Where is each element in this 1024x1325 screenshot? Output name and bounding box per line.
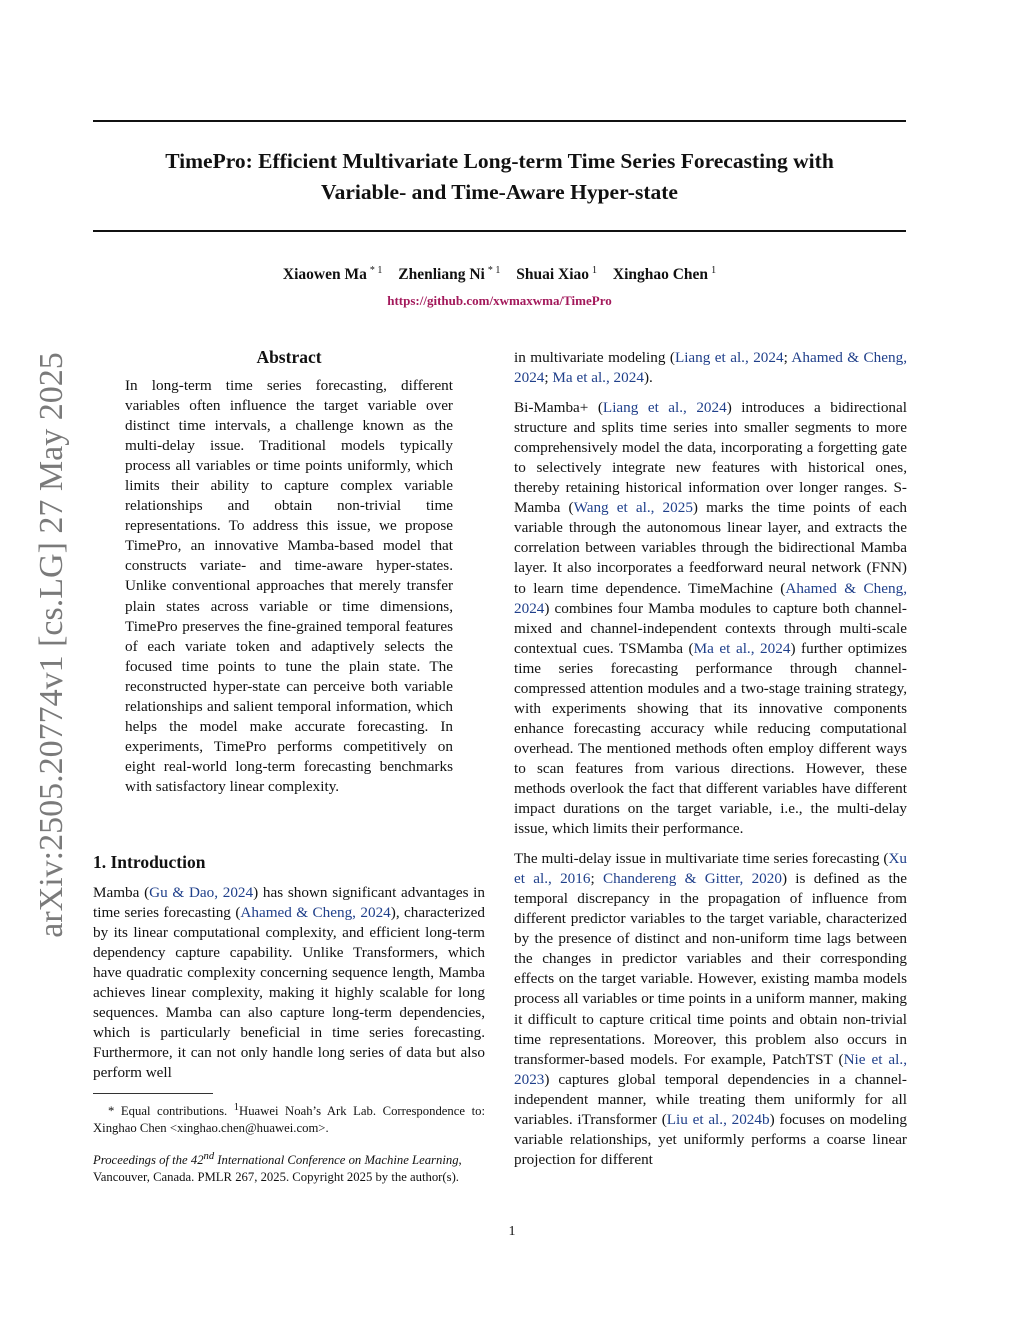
text-run: Huawei Noah’s Ark Lab. Correspondence to: Xinghao Chen <xinghao.chen@huawei.com>.	[93, 1104, 485, 1136]
citation-link[interactable]: Ma et al., 2024	[552, 369, 644, 387]
intro-paragraph	[93, 883, 485, 1083]
arxiv-identifier-stamp: arXiv:2505.20774v1 [cs.LG] 27 May 2025	[33, 352, 70, 938]
author	[283, 266, 382, 283]
author-name: Xiaowen Ma	[282, 266, 367, 284]
text-run: ), characterized by its linear computational complexity, and efficient long-term dependency capture capability. Unlike Transformers, which have quadratic complexity concerning sequence length, Mamba achieves linear complexity, making it highly scalable for long sequences. Mamba can also capture long-term dependencies, which is particularly beneficial in time series forecasting. Furthermore, it can not only handle long series of data but also perform well	[93, 904, 485, 1082]
abstract-text: In long-term time series forecasting, different variables often influence the target variable over distinct time intervals, a challenge known as the multi-delay issue. Traditional models typically process all variables or time points uniformly, which limits their ability to capture complex variable relationships and obtain non-trivial time representations. To address this issue, we propose TimePro, an innovative Mamba-based model that constructs variate- and time-aware hyper-states. Unlike conventional approaches that merely transfer plain states across variable or time dimensions, TimePro preserves the fine-grained temporal features of each variate token and adaptively selects the focused time points to tune the plain state. The reconstructed hyper-state can perceive both variable relationships and salient temporal information, which helps the model make accurate forecasting. In experiments, TimePro performs competitively on eight real-world long-term forecasting benchmarks with satisfactory linear complexity.	[125, 377, 453, 795]
text-run: ) captures global temporal dependencies in a channel-independent manner, while treating them uniformly for all variables. iTransformer (	[514, 1070, 907, 1128]
footnote-rule	[93, 1093, 213, 1094]
text-run: in multivariate modeling (	[514, 349, 675, 366]
text-run: ) further optimizes time series forecasting performance through channel-compressed attention modules and a two-stage training strategy, with experiments showing that its innovative components enhance forecasting accuracy while reducing computational overhead. The mentioned methods often employ different ways to scan features from various directions. However, these methods overlook the fact that different variables have different impact durations on the target variable, i.e., the multi-delay issue, which limits their performance.	[514, 639, 907, 838]
body-paragraph	[514, 348, 907, 388]
text-run: Bi-Mamba+ (	[514, 399, 603, 417]
citation-link[interactable]: Liang et al., 2024	[602, 399, 727, 417]
author-name: Xinghao Chen	[612, 266, 709, 284]
right-column	[514, 348, 907, 1170]
text-run: ) is defined as the temporal discrepancy in the propagation of influence from different predictor variables to the target variable, characterized by the presence of distinct and non-uniform time lags between the changes in predictor variables and their corresponding effects on the target variable. However, existing mamba models process all variables or time points in a uniform manner, making it difficult to capture critical time points and obtain non-trivial time representations. Moreover, this problem also occurs in transformer-based models. For example, PatchTST (	[514, 870, 908, 1068]
citation-link[interactable]: Ahamed & Cheng, 2024	[514, 349, 907, 387]
citation-link[interactable]: Liang et al., 2024	[674, 349, 784, 366]
title-rule-top	[93, 120, 906, 122]
text-run: The multi-delay issue in multivariate time series forecasting (	[514, 850, 889, 868]
citation-link[interactable]: Chandereng & Gitter, 2020	[602, 870, 782, 888]
citation-link[interactable]: Ma et al., 2024	[693, 639, 791, 657]
citation-link[interactable]: Gu & Dao, 2024	[149, 884, 254, 901]
author-list	[93, 265, 906, 284]
section-heading: 1. Introduction	[93, 852, 206, 872]
author-affiliation-mark: 1	[711, 265, 717, 276]
page-number: 1	[508, 1224, 516, 1239]
text-run: , Vancouver, Canada. PMLR 267, 2025. Copyright 2025 by the author(s).	[93, 1153, 462, 1185]
citation-link[interactable]: Xu et al., 2016	[514, 850, 907, 888]
text-run: ) introduces a bidirectional structure and splits time series into smaller segments to more comprehensively model the data, incorporating a forgetting gate to selectively integrate new features with historical ones, thereby retaining historical information over longer ranges. S-Mamba (	[514, 399, 907, 517]
author-affiliation-mark: 1	[592, 265, 597, 276]
introduction-section	[93, 850, 485, 1083]
text-run: International Conference on Machine Learning	[217, 1153, 459, 1168]
text-run: ) has shown significant advantages in time series forecasting (	[93, 884, 485, 922]
text-run: ) marks the time points of each variable through the autonomous linear layer, and extracts the correlation between variables through the bidirectional Mamba layer. It also incorporates a feedforward neural network (FNN) to learn time dependence. TimeMachine (	[514, 499, 908, 597]
citation-link[interactable]: Ahamed & Cheng, 2024	[514, 579, 907, 617]
title-line-2: Variable- and Time-Aware Hyper-state	[321, 180, 678, 204]
citation-link[interactable]: Liu et al., 2024b	[666, 1110, 770, 1128]
title-line-1: TimePro: Efficient Multivariate Long-term Time Series Forecasting with	[165, 149, 834, 173]
footnote-mark: *	[108, 1104, 115, 1119]
text-run: Mamba (	[93, 884, 150, 901]
affiliation-mark: 1	[233, 1102, 240, 1113]
text-run: nd	[203, 1151, 215, 1162]
paper-title	[93, 146, 906, 208]
text-run: ) focuses on modeling variable relationships, yet uniformly performs a coarse linear projection for different	[514, 1110, 907, 1168]
citation-link[interactable]: Wang et al., 2025	[573, 499, 693, 517]
author-affiliation-mark: * 1	[369, 265, 383, 276]
text-run: 42	[190, 1153, 204, 1168]
author	[516, 266, 597, 283]
author-affiliation-mark: * 1	[487, 265, 501, 276]
abstract-heading: Abstract	[256, 347, 322, 367]
author	[398, 266, 500, 283]
text-run: ).	[643, 369, 653, 387]
body-paragraph	[514, 849, 907, 1170]
body-paragraph	[514, 398, 907, 839]
text-run: ) combines four Mamba modules to capture both channel-mixed and channel-independent contexts through multi-scale contextual cues. TSMamba (	[514, 599, 907, 657]
footnote-proceedings	[93, 1148, 485, 1186]
author	[613, 266, 716, 283]
text-run: ;	[783, 349, 792, 366]
author-name: Shuai Xiao	[516, 266, 589, 284]
author-name: Zhenliang Ni	[398, 266, 485, 284]
citation-link[interactable]: Nie et al., 2023	[514, 1050, 907, 1088]
title-rule-bottom	[93, 230, 906, 232]
text-run: ;	[544, 369, 553, 387]
citation-link[interactable]: Ahamed & Cheng, 2024	[240, 904, 391, 922]
text-run: Proceedings of the	[93, 1153, 188, 1168]
repo-link[interactable]: https://github.com/xwmaxwma/TimePro	[387, 293, 612, 308]
abstract-section	[125, 346, 453, 797]
text-run: Equal contributions.	[120, 1104, 228, 1119]
footnote-contributions	[93, 1099, 485, 1137]
text-run: ;	[590, 870, 603, 888]
